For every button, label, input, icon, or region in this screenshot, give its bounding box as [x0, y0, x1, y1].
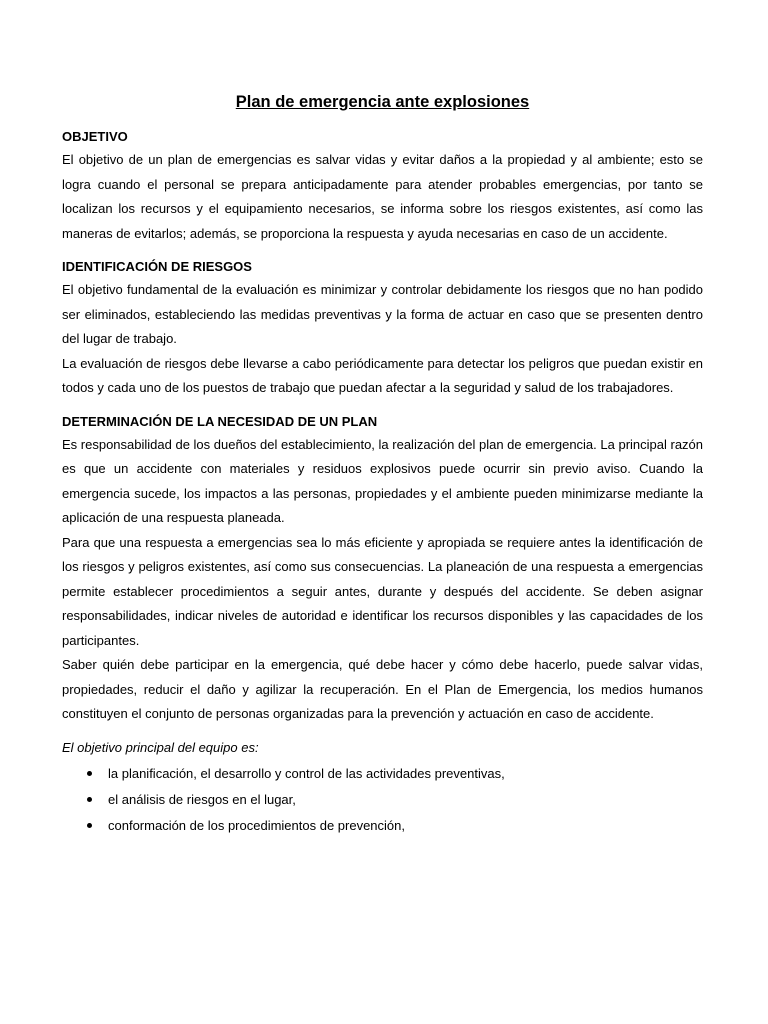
- section-heading-identificacion-riesgos: IDENTIFICACIÓN DE RIESGOS: [62, 259, 252, 274]
- paragraph: El objetivo de un plan de emergencias es salvar vidas y evitar daños a la propiedad y al ambiente; esto se logra cuando el personal se prepara anticipadamente para atender probables emergencias, por tanto se localizan los recursos y el equipamiento necesarios, se informa sobre los riesgos existentes, así como las maneras de evitarlos; además, se proporciona la respuesta y ayuda necesarias en caso de un accidente.: [62, 152, 703, 241]
- list-item: [62, 761, 703, 787]
- list-item: [62, 787, 703, 813]
- paragraph: El objetivo fundamental de la evaluación es minimizar y controlar debidamente los riesgos que no han podido ser eliminados, estableciendo las medidas preventivas y la forma de actuar en caso que se presenten dentro del lugar de trabajo.: [62, 282, 703, 346]
- team-objectives-intro: El objetivo principal del equipo es:: [62, 739, 259, 755]
- bullet-icon: [87, 771, 92, 776]
- list-item-text: conformación de los procedimientos de prevención,: [108, 817, 406, 833]
- bullet-icon: [87, 797, 92, 802]
- list-item-text: el análisis de riesgos en el lugar,: [108, 791, 296, 807]
- section-heading-objetivo: OBJETIVO: [62, 129, 128, 144]
- team-objectives-list: [62, 761, 703, 839]
- section-heading-necesidad-plan: DETERMINACIÓN DE LA NECESIDAD DE UN PLAN: [62, 413, 378, 429]
- paragraph: Para que una respuesta a emergencias sea lo más eficiente y apropiada se requiere antes la identificación de los riesgos y peligros existentes, así como sus consecuencias. La planeación de una respuesta a emergencias permite establecer procedimientos a seguir antes, durante y después del accidente. Se deben asignar responsabilidades, indicar niveles de autoridad e identificar los recursos disponibles y las capacidades de los participantes.: [62, 534, 703, 648]
- paragraph: Es responsabilidad de los dueños del establecimiento, la realización del plan de emergencia. La principal razón es que un accidente con materiales y residuos explosivos puede ocurrir sin previo aviso. Cuando la emergencia sucede, los impactos a las personas, propiedades y el ambiente pueden minimizarse mediante la aplicación de una respuesta planeada.: [62, 436, 704, 525]
- list-item-text: la planificación, el desarrollo y control de las actividades preventivas,: [108, 765, 505, 781]
- paragraph: Saber quién debe participar en la emergencia, qué debe hacer y cómo debe hacerlo, puede salvar vidas, propiedades, reducir el daño y agilizar la recuperación. En el Plan de Emergencia, los medios humanos constituyen el conjunto de personas organizadas para la prevención y actuación en caso de accidente.: [62, 657, 703, 721]
- list-item: [62, 813, 703, 839]
- document-title: Plan de emergencia ante explosiones: [235, 93, 530, 111]
- paragraph: La evaluación de riesgos debe llevarse a cabo periódicamente para detectar los peligros que puedan existir en todos y cada uno de los puestos de trabajo que puedan afectar a la seguridad y salud de los trabajadores.: [62, 355, 703, 395]
- bullet-icon: [87, 823, 92, 828]
- document-page: [62, 90, 703, 839]
